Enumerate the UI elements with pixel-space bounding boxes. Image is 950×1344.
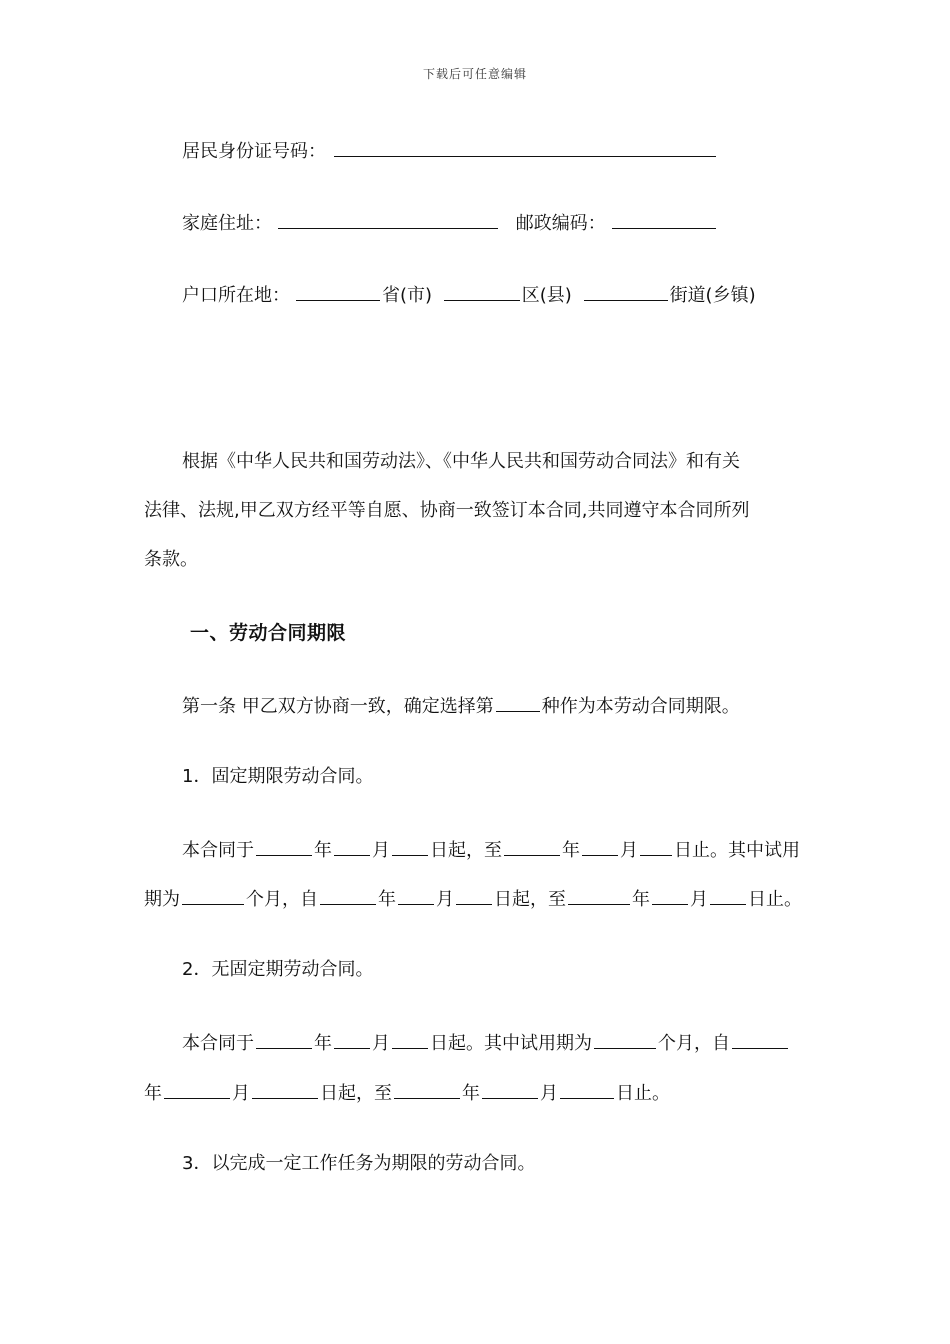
year-word: 年: [378, 889, 396, 910]
intro-line-3: 条款。: [144, 549, 198, 570]
article-1-text-b: 种作为本劳动合同期限。: [541, 696, 740, 717]
item-2-open-term: 2．无固定期劳动合同。: [182, 959, 374, 980]
trial-start-day-blank: [456, 886, 492, 905]
end-month-blank: [582, 837, 618, 856]
year-word: 年: [462, 1083, 480, 1104]
street-suffix: 街道(乡镇): [669, 285, 756, 306]
day-start-word: 日起，至: [494, 889, 566, 910]
open-term-dates-line-2: [144, 1080, 670, 1106]
year-word: 年: [314, 840, 332, 861]
id-number-label: 居民身份证号码：: [182, 141, 326, 162]
year-word: 年: [632, 889, 650, 910]
id-number-field: [182, 138, 718, 164]
contract-from-word: 本合同于: [182, 1033, 254, 1054]
street-blank: [584, 282, 668, 301]
day-start-trial-word: 日起。其中试用期为: [430, 1033, 592, 1054]
year-word: 年: [144, 1083, 162, 1104]
month-word: 月: [436, 889, 454, 910]
article-1: [182, 693, 740, 719]
trial-end-year-blank: [568, 886, 630, 905]
month-word: 月: [540, 1083, 558, 1104]
trial-end-day-blank: [560, 1080, 614, 1099]
trial-end-month-blank: [652, 886, 688, 905]
year-word: 年: [562, 840, 580, 861]
end-year-blank: [504, 837, 560, 856]
postcode-blank: [612, 210, 716, 229]
trial-end-month-blank: [482, 1080, 538, 1099]
contract-from-word: 本合同于: [182, 840, 254, 861]
trial-start-month-blank: [398, 886, 434, 905]
trial-is-word: 期为: [144, 889, 180, 910]
trial-end-year-blank: [394, 1080, 460, 1099]
day-start-word: 日起，至: [430, 840, 502, 861]
fixed-term-dates-line-2: [144, 886, 802, 912]
start-day-blank: [392, 837, 428, 856]
day-start-word: 日起，至: [320, 1083, 392, 1104]
day-end-word: 日止。: [748, 889, 802, 910]
trial-start-month-blank: [164, 1080, 230, 1099]
hukou-label: 户口所在地：: [182, 285, 290, 306]
start-year-blank: [256, 1030, 312, 1049]
fixed-term-dates-line-1: [182, 837, 800, 863]
start-day-blank: [392, 1030, 428, 1049]
open-term-dates-line-1: [182, 1030, 790, 1056]
postcode-label: 邮政编码：: [515, 213, 606, 234]
trial-start-year-blank: [320, 886, 376, 905]
month-word: 月: [620, 840, 638, 861]
province-suffix: 省(市): [382, 285, 433, 306]
start-month-blank: [334, 1030, 370, 1049]
intro-line-2: 法律、法规,甲乙双方经平等自愿、协商一致签订本合同,共同遵守本合同所列: [144, 500, 750, 521]
month-word: 月: [232, 1083, 250, 1104]
day-end-word: 日止。: [616, 1083, 670, 1104]
month-word: 月: [690, 889, 708, 910]
address-field: [182, 210, 718, 236]
trial-start-year-blank: [732, 1030, 788, 1049]
address-label: 家庭住址：: [182, 213, 272, 234]
start-month-blank: [334, 837, 370, 856]
contract-kind-blank: [496, 693, 540, 712]
district-suffix: 区(县): [521, 285, 572, 306]
end-day-blank: [640, 837, 672, 856]
intro-line-1: 根据《中华人民共和国劳动法》、《中华人民共和国劳动合同法》和有关: [182, 451, 740, 472]
article-1-text-a: 第一条 甲乙双方协商一致，确定选择第: [182, 696, 494, 717]
year-word: 年: [314, 1033, 332, 1054]
section-1-title: 一、劳动合同期限: [190, 622, 347, 644]
hukou-field: [182, 282, 756, 308]
trial-end-day-blank: [710, 886, 746, 905]
month-word: 月: [372, 840, 390, 861]
address-blank: [278, 210, 498, 229]
month-word: 月: [372, 1033, 390, 1054]
trial-start-day-blank: [252, 1080, 318, 1099]
item-1-fixed-term: 1．固定期限劳动合同。: [182, 766, 374, 787]
day-end-trial-word: 日止。其中试用: [674, 840, 800, 861]
district-blank: [444, 282, 520, 301]
trial-months-blank: [594, 1030, 656, 1049]
id-number-blank: [334, 138, 716, 157]
province-blank: [296, 282, 380, 301]
months-from-word: 个月，自: [246, 889, 318, 910]
header-watermark: 下载后可任意编辑: [422, 67, 527, 81]
item-3-task-term: 3．以完成一定工作任务为期限的劳动合同。: [182, 1153, 536, 1174]
start-year-blank: [256, 837, 312, 856]
months-from-word: 个月，自: [658, 1033, 730, 1054]
trial-months-blank: [182, 886, 244, 905]
